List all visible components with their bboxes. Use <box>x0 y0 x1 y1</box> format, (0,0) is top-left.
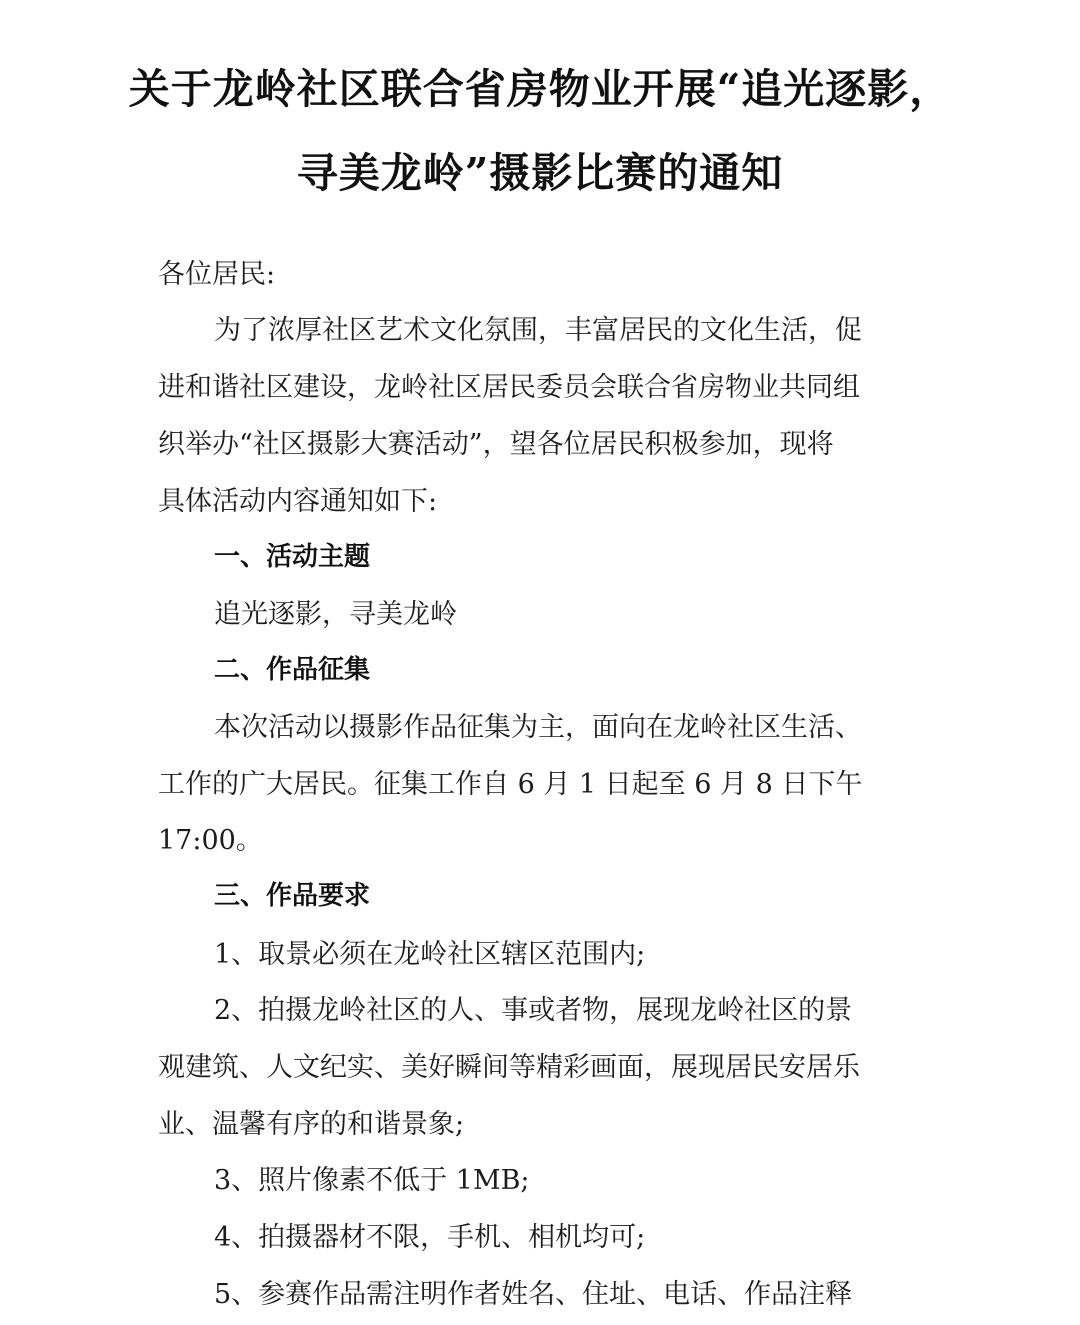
requirement-item: 1、取景必须在龙岭社区辖区范围内; <box>214 939 646 970</box>
section-heading-requirements: 三、作品要求 <box>214 881 371 911</box>
requirement-item: 2、拍摄龙岭社区的人、事或者物，展现龙岭社区的景 <box>214 995 853 1026</box>
theme-text: 追光逐影，寻美龙岭 <box>214 599 457 630</box>
collection-line: 本次活动以摄影作品征集为主，面向在龙岭社区生活、 <box>214 712 862 743</box>
greeting: 各位居民: <box>158 259 276 290</box>
intro-line: 进和谐社区建设，龙岭社区居民委员会联合省房物业共同组 <box>158 372 860 403</box>
notice-title-line-2: 寻美龙岭”摄影比赛的通知 <box>296 149 784 197</box>
intro-line: 织举办“社区摄影大赛活动”，望各位居民积极参加，现将 <box>158 429 834 460</box>
collection-line: 17:00。 <box>158 825 263 856</box>
requirement-item: 5、参赛作品需注明作者姓名、住址、电话、作品注释 <box>214 1279 853 1310</box>
requirement-item: 3、照片像素不低于 1MB; <box>214 1165 530 1196</box>
requirement-item-continued: 业、温馨有序的和谐景象; <box>158 1109 465 1140</box>
intro-line: 为了浓厚社区艺术文化氛围，丰富居民的文化生活，促 <box>214 315 862 346</box>
intro-line: 具体活动内容通知如下: <box>158 486 438 517</box>
collection-line: 工作的广大居民。征集工作自 6 月 1 日起至 6 月 8 日下午 <box>158 769 863 800</box>
notice-title-line-1: 关于龙岭社区联合省房物业开展“追光逐影， <box>128 65 952 113</box>
requirement-item: 4、拍摄器材不限，手机、相机均可; <box>214 1222 646 1253</box>
requirement-item-continued: 观建筑、人文纪实、美好瞬间等精彩画面，展现居民安居乐 <box>158 1052 860 1083</box>
section-heading-collection: 二、作品征集 <box>214 655 371 685</box>
section-heading-theme: 一、活动主题 <box>214 542 371 572</box>
